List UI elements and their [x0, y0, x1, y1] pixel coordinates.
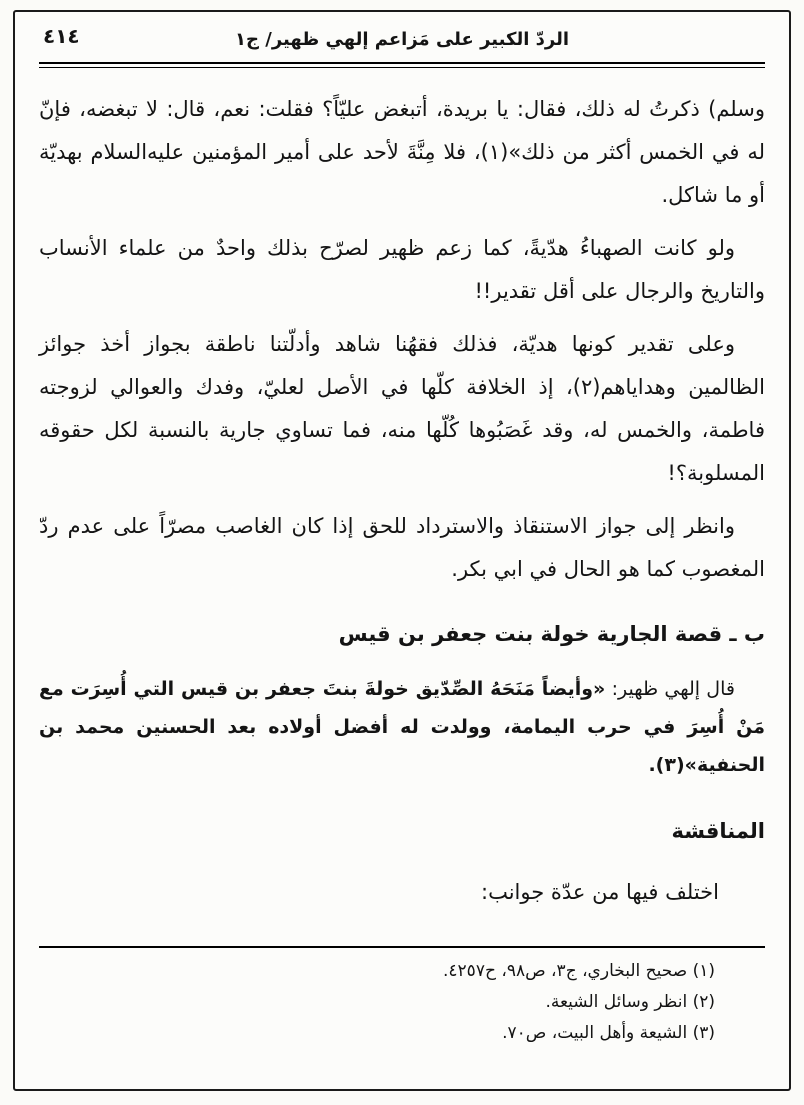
- header-divider-rule: [39, 62, 765, 68]
- page-border-frame: [13, 10, 791, 1091]
- quoted-claim-paragraph: [39, 670, 765, 784]
- section-heading-khawla-story: ب ـ قصة الجارية خولة بنت جعفر بن قيس: [338, 622, 765, 646]
- paragraph-3: وعلى تقدير كونها هديّة، فذلك فقهُنا شاهد وأدلّتنا ناطقة بجواز أخذ جوائز الظالمين وهداياهم(٢)، إذ الخلافة كلّها في الأصل لعليّ، وفدك والعوالي لزوجته فاطمة، والخمس له، وقد غَصَبُوها كُلّها منه، فما تساوي جارية بالنسبة لكل حقوقه المسلوبة؟!: [39, 332, 765, 485]
- book-title: الردّ الكبير على مَزاعم إلهي ظهير/ ج١: [235, 28, 569, 50]
- page-header: [39, 18, 765, 60]
- footnote-separator-rule: [39, 946, 765, 948]
- page-number: ٤١٤: [43, 24, 80, 48]
- footnote-2: (٢) انظر وسائل الشيعة.: [545, 992, 715, 1012]
- quote-lead: قال إلهي ظهير:: [605, 678, 735, 700]
- paragraph-2: ولو كانت الصهباءُ هدّيةً، كما زعم ظهير لصرّح بذلك واحدٌ من علماء الأنساب والتاريخ والرجال على أقل تقدير!!: [39, 236, 765, 303]
- footnote-1: (١) صحيح البخاري، ج٣، ص٩٨، ح٤٢٥٧.: [443, 961, 715, 981]
- quote-text: «وأيضاً مَنَحَهُ الصِّدّيق خولةَ بنتَ جعفر بن قيس التي أُسِرَت مع مَنْ أُسِرَ في حرب اليمامة، وولدت له أفضل أولاده بعد الحسنين محمد بن الحنفية»(٣).: [39, 678, 765, 776]
- discussion-intro: اختلف فيها من عدّة جوانب:: [481, 880, 719, 904]
- footnotes-section: [39, 956, 765, 1049]
- page-body: [39, 88, 765, 1049]
- paragraph-4: وانظر إلى جواز الاستنقاذ والاسترداد للحق إذا كان الغاصب مصرّاً على عدم ردّ المغصوب كما هو الحال في ابي بكر.: [39, 514, 765, 581]
- paragraph-1: وسلم) ذكرتُ له ذلك، فقال: يا بريدة، أتبغض عليّاً؟ فقلت: نعم، قال: لا تبغضه، فإنّ له في الخمس أكثر من ذلك»(١)، فلا مِنَّةَ لأحد على أمير المؤمنين عليه‌السلام بهديّة أو ما شاكل.: [39, 97, 765, 207]
- footnote-3: (٣) الشيعة وأهل البيت، ص٧٠.: [502, 1023, 715, 1043]
- discussion-heading: المناقشة: [671, 819, 765, 843]
